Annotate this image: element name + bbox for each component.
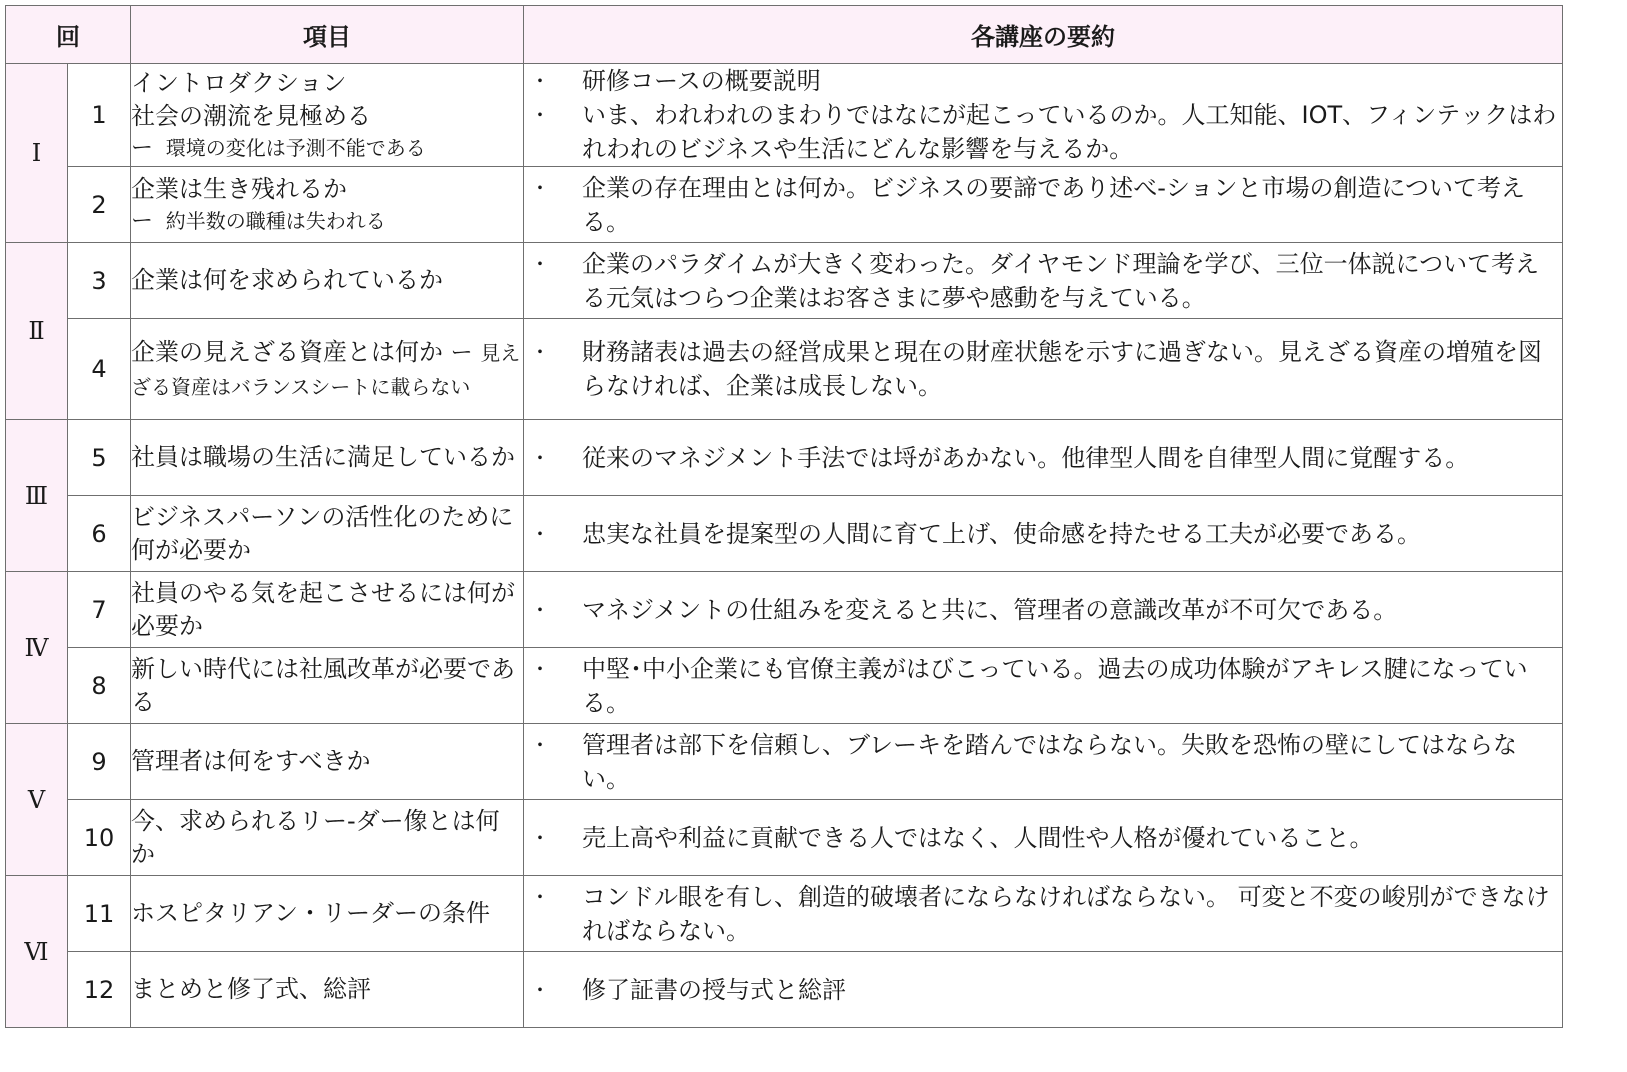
- bullet-mark: ・: [530, 825, 550, 850]
- lecture-summary: [524, 800, 1563, 876]
- topic-subtitle: [131, 133, 523, 164]
- lecture-summary: [524, 724, 1563, 800]
- topic-line: イントロダクション: [131, 68, 347, 97]
- bullet-mark: ・: [530, 977, 550, 1002]
- bullet-mark: ・: [530, 521, 550, 546]
- part-label: Ⅵ: [6, 876, 68, 1028]
- lecture-number: 4: [68, 319, 131, 420]
- table-row: [6, 648, 1563, 724]
- part-label: Ⅰ: [6, 64, 68, 243]
- topic-subtitle-text: 約半数の職種は失われる: [165, 208, 386, 233]
- lecture-topic: まとめと修了式、総評: [131, 952, 524, 1028]
- part-label: Ⅱ: [6, 243, 68, 420]
- summary-text: マネジメントの仕組みを変えると共に、管理者の意識改革が不可欠である。: [582, 595, 1398, 624]
- table-row: [6, 420, 1563, 496]
- table-header: [6, 6, 1563, 64]
- lecture-topic: 新しい時代には社風改革が必要である: [131, 648, 524, 724]
- bullet-mark: ・: [530, 656, 550, 681]
- lecture-number: 6: [68, 496, 131, 572]
- bullet-mark: ・: [530, 69, 550, 93]
- summary-item: [524, 821, 1562, 855]
- table-row: [6, 496, 1563, 572]
- table-row: [6, 167, 1563, 243]
- lecture-topic: [131, 167, 524, 243]
- lecture-number: 7: [68, 572, 131, 648]
- dash-mark: ー: [450, 340, 473, 366]
- lecture-number: 3: [68, 243, 131, 319]
- summary-text: コンドル眼を有し、創造的破壊者にならなければならない。 可変と不変の峻別ができなければならない。: [582, 882, 1550, 945]
- part-label: Ⅲ: [6, 420, 68, 572]
- summary-text: 研修コースの概要説明: [582, 67, 821, 95]
- lecture-topic: 社員は職場の生活に満足しているか: [131, 420, 524, 496]
- lecture-number: 1: [68, 64, 131, 167]
- summary-item: [524, 880, 1562, 948]
- header-row: [6, 6, 1563, 64]
- topic-line: 社会の潮流を見極める: [131, 101, 371, 130]
- topic-subtitle: [131, 206, 523, 237]
- lecture-topic: 管理者は何をすべきか: [131, 724, 524, 800]
- summary-item: [524, 652, 1562, 720]
- header-topic: 項目: [131, 6, 524, 64]
- lecture-summary: [524, 64, 1563, 167]
- lecture-number: 9: [68, 724, 131, 800]
- lecture-number: 11: [68, 876, 131, 952]
- lecture-summary: [524, 167, 1563, 243]
- table-row: [6, 952, 1563, 1028]
- lecture-number: 10: [68, 800, 131, 876]
- summary-item: [524, 247, 1562, 315]
- summary-item: [524, 517, 1562, 551]
- lecture-topic: 今、求められるリー-ダー像とは何か: [131, 800, 524, 876]
- summary-text: 管理者は部下を信頼し、ブレーキを踏んではならない。失敗を恐怖の壁にしてはならない。: [582, 730, 1518, 793]
- part-label: Ⅴ: [6, 724, 68, 876]
- dash-mark: ー: [131, 135, 154, 161]
- lecture-summary: [524, 648, 1563, 724]
- summary-text: 企業のパラダイムが大きく変わった。ダイヤモンド理論を学び、三位一体説について考える元気はつらつ企業はお客さまに夢や感動を与えている。: [582, 249, 1540, 312]
- summary-item: [524, 64, 1562, 98]
- bullet-mark: ・: [530, 732, 550, 757]
- summary-item: [524, 98, 1562, 166]
- lecture-topic: ホスピタリアン・リーダーの条件: [131, 876, 524, 952]
- topic-subtitle-text: 環境の変化は予測不能である: [165, 135, 426, 160]
- lecture-summary: [524, 243, 1563, 319]
- summary-text: 中堅･中小企業にも官僚主義がはびこっている。過去の成功体験がアキレス腱になっている。: [582, 654, 1528, 717]
- summary-item: [524, 335, 1562, 403]
- summary-item: [524, 593, 1562, 627]
- bullet-mark: ・: [530, 445, 550, 470]
- lecture-topic: 社員のやる気を起こさせるには何が必要か: [131, 572, 524, 648]
- summary-text: 修了証書の授与式と総評: [582, 975, 846, 1004]
- summary-text: 企業の存在理由とは何か。ビジネスの要諦であり述べ-ションと市場の創造について考える。: [582, 173, 1525, 236]
- lecture-summary: [524, 420, 1563, 496]
- lecture-summary: [524, 876, 1563, 952]
- bullet-mark: ・: [530, 340, 550, 364]
- lecture-summary: [524, 952, 1563, 1028]
- lecture-number: 8: [68, 648, 131, 724]
- part-label: Ⅳ: [6, 572, 68, 724]
- topic-subtitle-text: 見えざる資産はバランスシートに載らない: [131, 340, 521, 399]
- curriculum-table: [5, 5, 1563, 1028]
- lecture-number: 2: [68, 167, 131, 243]
- header-summary: 各講座の要約: [524, 6, 1563, 64]
- table-body: [6, 64, 1563, 1028]
- lecture-topic: 企業は何を求められているか: [131, 243, 524, 319]
- summary-text: 従来のマネジメント手法では埒があかない。他律型人間を自律型人間に覚醒する。: [582, 443, 1470, 472]
- header-part: 回: [6, 6, 131, 64]
- lecture-summary: [524, 319, 1563, 420]
- table-row: [6, 64, 1563, 167]
- lecture-summary: [524, 496, 1563, 572]
- topic-line: 企業は生き残れるか: [131, 174, 347, 203]
- summary-text: 財務諸表は過去の経営成果と現在の財産状態を示すに過ぎない。見えざる資産の増殖を図らなければ、企業は成長しない。: [582, 338, 1542, 400]
- table-row: [6, 319, 1563, 420]
- summary-text: いま、われわれのまわりではなにが起こっているのか。人工知能、IOT、フィンテックはわれわれのビジネスや生活にどんな影響を与えるか。: [582, 101, 1557, 163]
- summary-text: 忠実な社員を提案型の人間に育て上げ、使命感を持たせる工夫が必要である。: [582, 519, 1422, 548]
- bullet-mark: ・: [530, 175, 550, 200]
- table-row: [6, 243, 1563, 319]
- bullet-mark: ・: [530, 884, 550, 909]
- lecture-summary: [524, 572, 1563, 648]
- lecture-number: 12: [68, 952, 131, 1028]
- lecture-number: 5: [68, 420, 131, 496]
- summary-text: 売上高や利益に貢献できる人ではなく、人間性や人格が優れていること。: [582, 823, 1374, 852]
- summary-item: [524, 171, 1562, 239]
- lecture-topic: [131, 64, 524, 167]
- bullet-mark: ・: [530, 597, 550, 622]
- bullet-mark: ・: [530, 103, 550, 127]
- table-row: [6, 572, 1563, 648]
- table-row: [6, 800, 1563, 876]
- summary-item: [524, 441, 1562, 475]
- bullet-mark: ・: [530, 251, 550, 276]
- summary-item: [524, 728, 1562, 796]
- lecture-topic: ビジネスパーソンの活性化のために何が必要か: [131, 496, 524, 572]
- topic-title: 企業の見えざる資産とは何か: [131, 337, 443, 366]
- table-row: [6, 876, 1563, 952]
- dash-mark: ー: [131, 208, 154, 234]
- lecture-topic: [131, 319, 524, 420]
- summary-item: [524, 973, 1562, 1007]
- table-row: [6, 724, 1563, 800]
